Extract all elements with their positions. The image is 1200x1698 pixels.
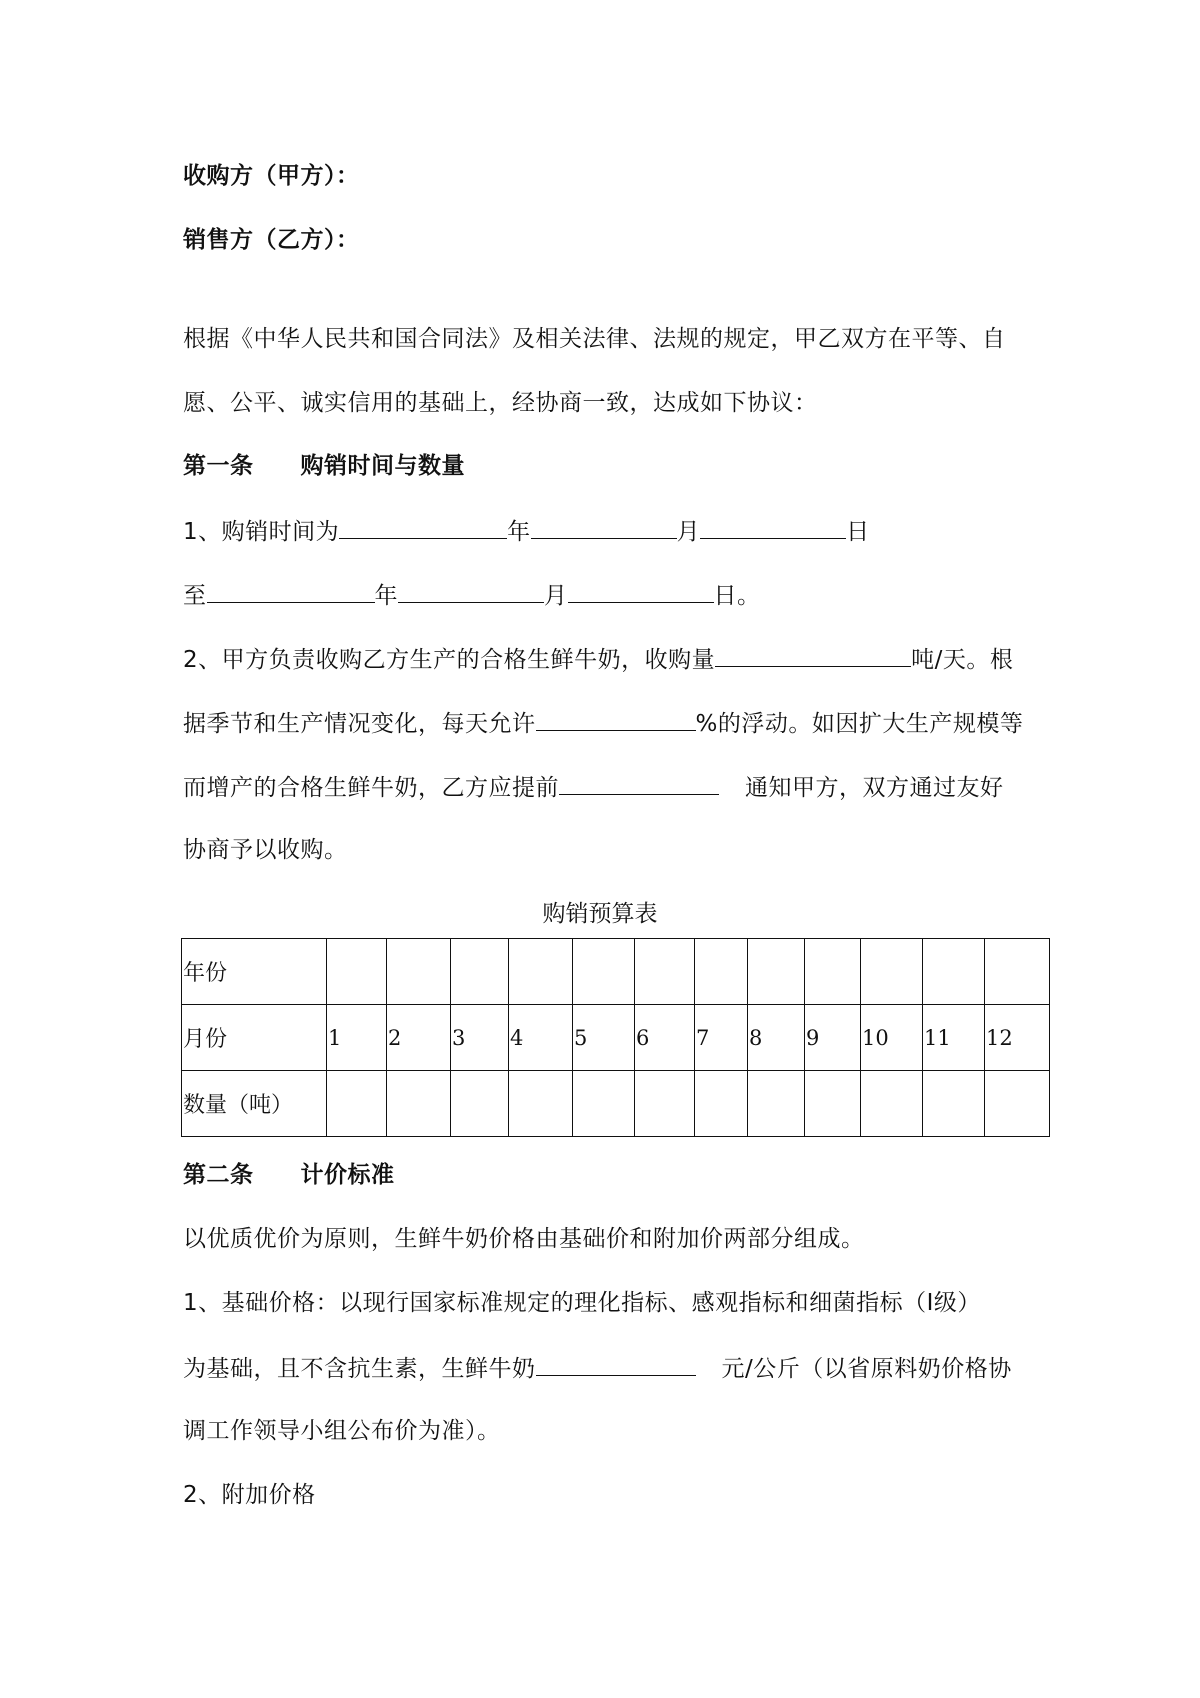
base-price-line-3: 调工作领导小组公布价为准）。 — [183, 1418, 501, 1444]
row-label-month: 月份 — [182, 1005, 327, 1071]
quantity-line-1 — [183, 642, 1013, 676]
table-row-month — [182, 1005, 1050, 1071]
year-cell[interactable] — [451, 939, 509, 1005]
quantity-cell[interactable] — [695, 1071, 748, 1137]
month-cell: 10 — [861, 1005, 923, 1071]
quantity-cell[interactable] — [805, 1071, 861, 1137]
quantity-line-3 — [183, 770, 1004, 804]
year-cell[interactable] — [695, 939, 748, 1005]
float-text-b: %的浮动。如因扩大生产规模等 — [695, 711, 1024, 737]
quantity-line-4: 协商予以收购。 — [183, 837, 348, 863]
quantity-cell[interactable] — [573, 1071, 635, 1137]
year-cell[interactable] — [805, 939, 861, 1005]
month-cell: 4 — [509, 1005, 573, 1071]
notice-text-a: 而增产的合格生鲜牛奶，乙方应提前 — [183, 775, 559, 801]
seller-label: 销售方（乙方）： — [183, 227, 360, 253]
quantity-cell[interactable] — [327, 1071, 387, 1137]
start-year-blank[interactable] — [339, 514, 507, 539]
month-cell: 5 — [573, 1005, 635, 1071]
quantity-cell[interactable] — [748, 1071, 805, 1137]
to-label: 至 — [183, 583, 207, 609]
row-label-quantity: 数量（吨） — [182, 1071, 327, 1137]
year-label: 年 — [507, 519, 531, 545]
month-cell: 6 — [635, 1005, 695, 1071]
purchase-period-end-line — [183, 578, 761, 612]
year-cell[interactable] — [327, 939, 387, 1005]
notice-period-blank[interactable] — [559, 770, 719, 795]
year-cell[interactable] — [573, 939, 635, 1005]
base-price-text-a: 为基础，且不含抗生素，生鲜牛奶 — [183, 1356, 536, 1382]
month-cell: 8 — [748, 1005, 805, 1071]
base-price-line-2 — [183, 1351, 1012, 1385]
month-cell: 11 — [923, 1005, 985, 1071]
purchase-period-prefix: 1、购销时间为 — [183, 519, 340, 545]
buyer-label: 收购方（甲方）： — [183, 163, 360, 189]
article1-heading: 第一条 购销时间与数量 — [183, 453, 465, 479]
quantity-cell[interactable] — [861, 1071, 923, 1137]
month-cell: 12 — [985, 1005, 1050, 1071]
preamble-line-1: 根据《中华人民共和国合同法》及相关法律、法规的规定，甲乙双方在平等、自 — [183, 326, 1006, 352]
year-cell[interactable] — [985, 939, 1050, 1005]
year-cell[interactable] — [861, 939, 923, 1005]
year-cell[interactable] — [748, 939, 805, 1005]
month-label: 月 — [676, 519, 701, 545]
float-text-a: 据季节和生产情况变化，每天允许 — [183, 711, 536, 737]
month-cell: 1 — [327, 1005, 387, 1071]
quantity-text-b: 吨/天。根 — [911, 647, 1014, 673]
month-cell: 2 — [387, 1005, 451, 1071]
quantity-text-a: 2、甲方负责收购乙方生产的合格生鲜牛奶，收购量 — [183, 647, 716, 673]
budget-table — [181, 938, 1050, 1137]
end-year-blank[interactable] — [207, 578, 375, 603]
quantity-cell[interactable] — [923, 1071, 985, 1137]
purchase-period-line — [183, 514, 870, 548]
quantity-blank[interactable] — [715, 642, 911, 667]
end-day-blank[interactable] — [568, 578, 714, 603]
base-price-line-1: 1、基础价格：以现行国家标准规定的理化指标、感观指标和细菌指标（Ⅰ级） — [183, 1290, 981, 1316]
year-cell[interactable] — [635, 939, 695, 1005]
year-cell[interactable] — [387, 939, 451, 1005]
end-day-label: 日。 — [713, 583, 761, 609]
end-month-blank[interactable] — [398, 578, 544, 603]
end-year-label: 年 — [374, 583, 398, 609]
month-cell: 3 — [451, 1005, 509, 1071]
end-month-label: 月 — [544, 583, 568, 609]
start-month-blank[interactable] — [531, 514, 677, 539]
pricing-intro: 以优质优价为原则，生鲜牛奶价格由基础价和附加价两部分组成。 — [183, 1226, 865, 1252]
table-row-year — [182, 939, 1050, 1005]
budget-table-caption: 购销预算表 — [542, 901, 658, 927]
day-label: 日 — [846, 519, 870, 545]
article2-heading: 第二条 计价标准 — [183, 1162, 395, 1188]
preamble-line-2: 愿、公平、诚实信用的基础上，经协商一致，达成如下协议： — [183, 390, 818, 416]
float-percent-blank[interactable] — [536, 706, 696, 731]
additional-price-heading: 2、附加价格 — [183, 1482, 316, 1508]
year-cell[interactable] — [509, 939, 573, 1005]
start-day-blank[interactable] — [700, 514, 846, 539]
quantity-cell[interactable] — [451, 1071, 509, 1137]
base-price-text-b: 元/公斤（以省原料奶价格协 — [721, 1356, 1012, 1382]
base-price-blank[interactable] — [536, 1351, 696, 1376]
month-cell: 9 — [805, 1005, 861, 1071]
month-cell: 7 — [695, 1005, 748, 1071]
quantity-cell[interactable] — [509, 1071, 573, 1137]
quantity-cell[interactable] — [985, 1071, 1050, 1137]
quantity-cell[interactable] — [635, 1071, 695, 1137]
row-label-year: 年份 — [182, 939, 327, 1005]
table-row-quantity — [182, 1071, 1050, 1137]
quantity-line-2 — [183, 706, 1023, 740]
year-cell[interactable] — [923, 939, 985, 1005]
notice-text-b: 通知甲方，双方通过友好 — [745, 775, 1004, 801]
quantity-cell[interactable] — [387, 1071, 451, 1137]
